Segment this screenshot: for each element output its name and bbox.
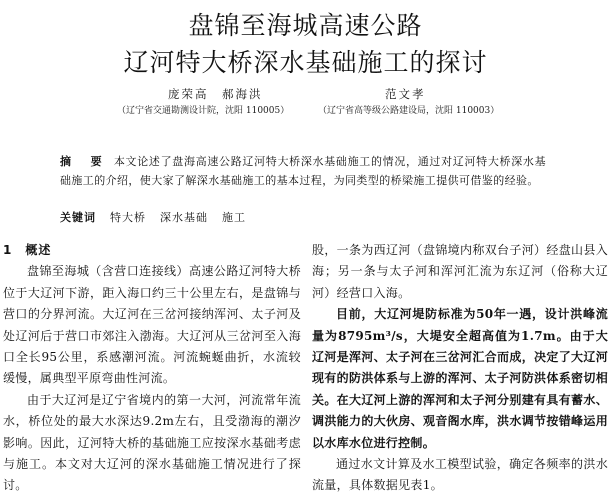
affiliation-right: （辽宁省高等级公路建设局，沈阳 110003） (318, 106, 500, 116)
abstract (60, 152, 546, 190)
body-paragraph-4: 通过水文计算及水工模型试验，确定各频率的洪水流量，具体数据见表1。 (312, 457, 608, 493)
keywords-label: 关键词 (60, 211, 96, 224)
body-column-left (3, 240, 301, 497)
paper-title-line-2: 辽河特大桥深水基础施工的探讨 (123, 48, 488, 77)
abstract-text: 本文论述了盘海高速公路辽河特大桥深水基础施工的情况，通过对辽河特大桥深水基础施工的介绍，使大家了解深水基础施工的基本过程，为同类型的桥梁施工提供可借鉴的经验。 (60, 155, 546, 187)
authors-left: 庞荣高 郝海洪 (168, 87, 263, 101)
body-column-right (312, 240, 608, 497)
authors-right: 范文孝 (385, 87, 426, 101)
keyword-1: 特大桥 (110, 211, 146, 224)
abstract-label: 摘 要 (60, 155, 106, 168)
keywords (60, 209, 260, 225)
affiliation-left: （辽宁省交通勘测设计院，沈阳 110005） (117, 106, 290, 116)
body-paragraph-3: 目前，大辽河堤防标准为50年一遇，设计洪峰流量为8795m³/s，大堤安全超高值为1.7m。由于大辽河是浑河、太子河在三岔河汇合而成，决定了大辽河现有的防洪体系与上游的浑河、太子河防洪体系密切相关。在大辽河上游的浑河和太子河分别建有具有蓄水、调洪能力的大伙房、观音阁水库，洪水调节按错峰运用以水库水位进行控制。 (312, 307, 608, 450)
body-paragraph-continued: 股，一条为西辽河（盘锦境内称双台子河）经盘山县入海；另一条与太子河和浑河汇流为东辽河（俗称大辽河）经营口入海。 (312, 243, 608, 300)
section-heading-overview: 1 概述 (3, 243, 52, 257)
paper-title-line-1: 盘锦至海城高速公路 (188, 11, 423, 40)
body-paragraph-2: 由于大辽河是辽宁省境内的第一大河，河流常年流水，桥位处的最大水深达9.2m左右，且受渤海的潮汐影响。因此，辽河特大桥的基础施工应按深水基础考虑与施工。本文对大辽河的深水基础施工情况进行了探讨。 (3, 392, 301, 493)
keyword-3: 施工 (222, 211, 246, 224)
body-paragraph-1: 盘锦至海城（含营口连接线）高速公路辽河特大桥位于大辽河下游，距入海口约三十公里左右，是盘锦与营口的分界河流。大辽河在三岔河接纳浑河、太子河及处辽河后于营口市郊注入渤海。大辽河从三岔河至入海口全长95公里，系感潮河流。河流蜿蜒曲折，水流较缓慢，属典型平原弯曲性河流。 (3, 264, 301, 386)
keyword-2: 深水基础 (160, 211, 208, 224)
